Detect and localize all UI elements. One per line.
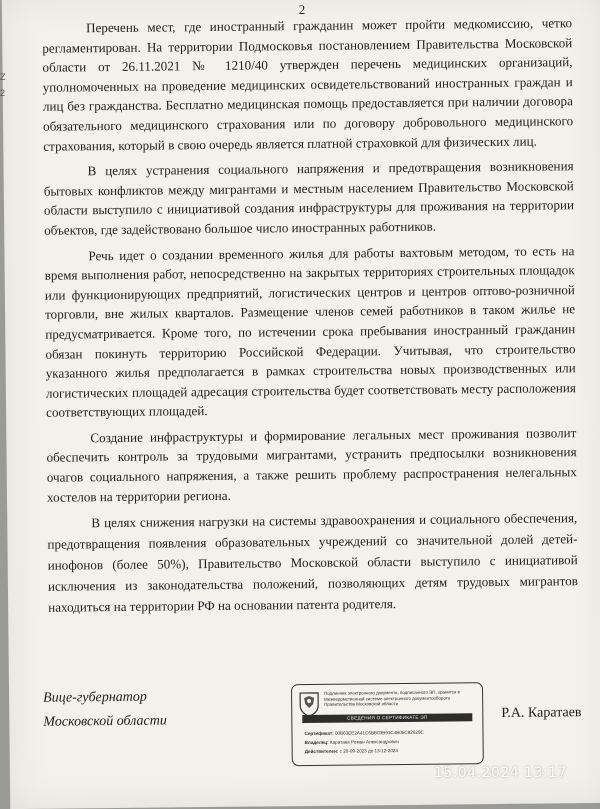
electronic-signature-stamp — [291, 682, 484, 766]
stamp-certificate-row — [304, 730, 423, 736]
photo-timestamp: 15.04.2024 13:17 — [434, 765, 567, 781]
paragraph-infrastructure: Создание инфраструктуры и формирование легальных мест проживания позволит обеспечить контроль за трудовыми мигрантами, устранить предпосылки возникновения очагов социального напряжения, а также решить проблему распространения нелегальных хостелов на территории региона. — [46, 425, 577, 505]
page-number: 2 — [298, 1, 306, 18]
stamp-owner-row — [305, 739, 399, 745]
paragraph-temporary-housing: Речь идет о создании временного жилья для работы вахтовым методом, то есть на время выполнения работ, непосредственно на закрытых территориях строительных площадок или функционирующих предприятий, логистических центров и центров оптово-розничной торговли, вне жилых кварталов. Размещение членов семей работников в таком жилье не предусматривается. Кроме того, по истечении срока пребывания иностранный гражданин обязан покинуть территорию Российской Федерации. Учитывая, что строительство указанного жилья предполагается в рамках строительства новых производственных или логистических площадей адресация строительства будет соответствовать месту расположения соответствующих площадей. — [44, 242, 576, 421]
stamp-owner-value: Каратаев Роман Александрович — [329, 739, 399, 745]
stamp-validity-row — [305, 748, 398, 754]
stamp-validity-label: Действителен: — [304, 748, 339, 755]
stamp-validity-value: с 20-09-2023 до 13-12-2024 — [339, 748, 399, 754]
stamp-certificate-label: Сертификат: — [304, 730, 334, 737]
margin-mark-2: 2 — [0, 88, 6, 98]
margin-marks — [0, 72, 6, 98]
signatory-name: Р.А. Каратаев — [501, 705, 582, 721]
stamp-certificate-value: 00B63EE2A41C6BB03B91C4B05C82629C — [334, 729, 424, 736]
signatory-position-line2: Московской области — [43, 713, 167, 730]
paragraph-medical-commission: Перечень мест, где иностранный гражданин может пройти медкомиссию, четко регламентирован. На территории Подмосковья постановлением Правительства Московской области от 26.11.2021 № 1210/40 утвержден перечень медицинских организаций, уполномоченных на проведение медицинских освидетельствований иностранных граждан и лиц без гражданства. Бесплатно медицинская помощь предоставляется при наличии договора обязательного медицинского страхования или по договору добровольного медицинского страхования, который в свою очередь является платной страховкой для физических лиц. — [42, 15, 574, 154]
paragraph-healthcare-load: В целях снижения нагрузки на системы здравоохранения и социального обеспечения, предотвращения появления образовательных учреждений со значительной долей детей-инофонов (более 50%), Правительство Московской области выступило с инициативой исключения из законодательства положений, позволяющих детям трудовых мигрантов находиться на территории РФ на основании патента родителя. — [47, 510, 578, 615]
letter-body — [42, 13, 578, 624]
margin-mark-1: Z — [0, 72, 6, 82]
stamp-band: СВЕДЕНИЯ О СЕРТИФИКАТЕ ЭП — [302, 713, 472, 723]
paragraph-social-tension: В целях устранения социального напряжения и предотвращения возникновения бытовых конфликтов между мигрантами и местным населением Правительство Московской области выступило с инициативой создания инфраструктуры для проживания на территории объектов, где задействовано большое число иностранных работников. — [43, 158, 575, 238]
document-page — [2, 0, 600, 809]
signatory-position — [43, 685, 167, 734]
stamp-owner-label: Владелец: — [304, 739, 329, 746]
coat-of-arms-icon — [298, 691, 320, 717]
signatory-position-line1: Вице-губернатор — [43, 689, 147, 706]
stamp-header: Подлинник электронного документа, подписанного ЭП, хранится в Межведомственной системе электронного документооборота Правительства Московской области — [324, 689, 460, 708]
